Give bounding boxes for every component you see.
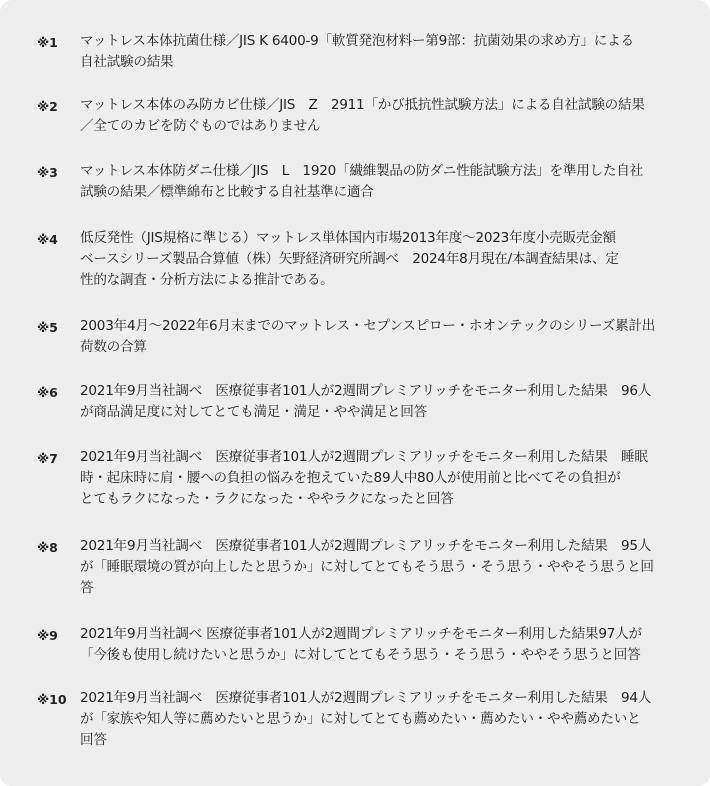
- footnote-line: 性的な調査・分析方法による推計である。: [80, 272, 334, 288]
- footnote-text: [80, 536, 678, 599]
- footnote-line: 荷数の合算: [80, 339, 147, 355]
- footnote-marker: ※4: [37, 232, 58, 247]
- footnote-marker: ※6: [37, 385, 58, 400]
- footnote-text: [80, 447, 678, 510]
- footnote-line: が「睡眠環境の質が向上したと思うか」に対してとてもそう思う・そう思う・ややそう思うと回: [80, 559, 654, 575]
- footnote-line: マットレス本体のみ防カビ仕様／JIS Z 2911「かび抵抗性試験方法」による自社試験の結果: [80, 97, 645, 113]
- footnote-text: [80, 381, 678, 423]
- footnote-marker: ※5: [37, 320, 58, 335]
- footnote-text: [80, 624, 678, 666]
- footnote-line: マットレス本体防ダニ仕様／JIS L 1920「繊維製品の防ダニ性能試験方法」を準用した自社: [80, 163, 643, 179]
- footnote-line: 試験の結果／標準綿布と比較する自社基準に適合: [80, 184, 374, 200]
- footnote-line: が商品満足度に対してとても満足・満足・やや満足と回答: [80, 404, 427, 420]
- footnote-text: [80, 95, 678, 137]
- footnote-line: ／全てのカビを防ぐものではありません: [80, 118, 321, 134]
- footnote-line: 2003年4月〜2022年6月末までのマットレス・セプンスピロー・ホオンテックのシリーズ累計出: [80, 318, 656, 334]
- footnote-line: 低反発性（JIS規格に準じる）マットレス単体国内市場2013年度〜2023年度小売販売金額: [80, 230, 616, 246]
- footnote-line: 2021年9月当社調べ 医療従事者101人が2週間プレミアリッチをモニター利用した結果 96人: [80, 383, 652, 399]
- footnote-text: [80, 688, 678, 751]
- footnote-line: 回答: [80, 732, 107, 748]
- footnote-line: 2021年9月当社調べ 医療従事者101人が2週間プレミアリッチをモニター利用した結果 94人: [80, 690, 652, 706]
- footnote-line: が「家族や知人等に薦めたいと思うか」に対してとても薦めたい・薦めたい・やや薦めたいと: [80, 711, 641, 727]
- footnote-line: ベースシリーズ製品合算値（株）矢野経済研究所調べ 2024年8月現在/本調査結果は、定: [80, 251, 619, 267]
- footnote-line: 2021年9月当社調べ 医療従事者101人が2週間プレミアリッチをモニター利用した結果 睡眠: [80, 449, 648, 465]
- footnote-line: 2021年9月当社調べ 医療従事者101人が2週間プレミアリッチをモニター利用した結果97人が: [80, 626, 642, 642]
- footnote-marker: ※8: [37, 540, 58, 555]
- footnote-marker: ※7: [37, 451, 58, 466]
- footnote-marker: ※9: [37, 628, 58, 643]
- footnote-text: [80, 228, 678, 291]
- footnote-line: とてもラクになった・ラクになった・ややラクになったと回答: [80, 491, 454, 507]
- footnote-marker: ※3: [37, 165, 58, 180]
- footnote-marker: ※1: [37, 35, 58, 50]
- footnote-line: 答: [80, 580, 94, 596]
- footnote-marker: ※2: [37, 99, 58, 114]
- footnote-line: 自社試験の結果: [80, 54, 174, 70]
- footnote-line: マットレス本体抗菌仕様／JIS K 6400-9「軟質発泡材料ー第9部：抗菌効果の求め方」による: [80, 33, 634, 49]
- footnote-text: [80, 161, 678, 203]
- footnote-line: 「今後も使用し続けたいと思うか」に対してとてもそう思う・そう思う・ややそう思うと回答: [80, 647, 641, 663]
- footnote-text: [80, 31, 678, 73]
- footnote-line: 2021年9月当社調べ 医療従事者101人が2週間プレミアリッチをモニター利用した結果 95人: [80, 538, 652, 554]
- footnote-line: 時・起床時に肩・腰への負担の悩みを抱えていた89人中80人が使用前と比べてその負担が: [80, 470, 621, 486]
- footnote-text: [80, 316, 678, 358]
- footnote-marker: ※10: [37, 692, 67, 707]
